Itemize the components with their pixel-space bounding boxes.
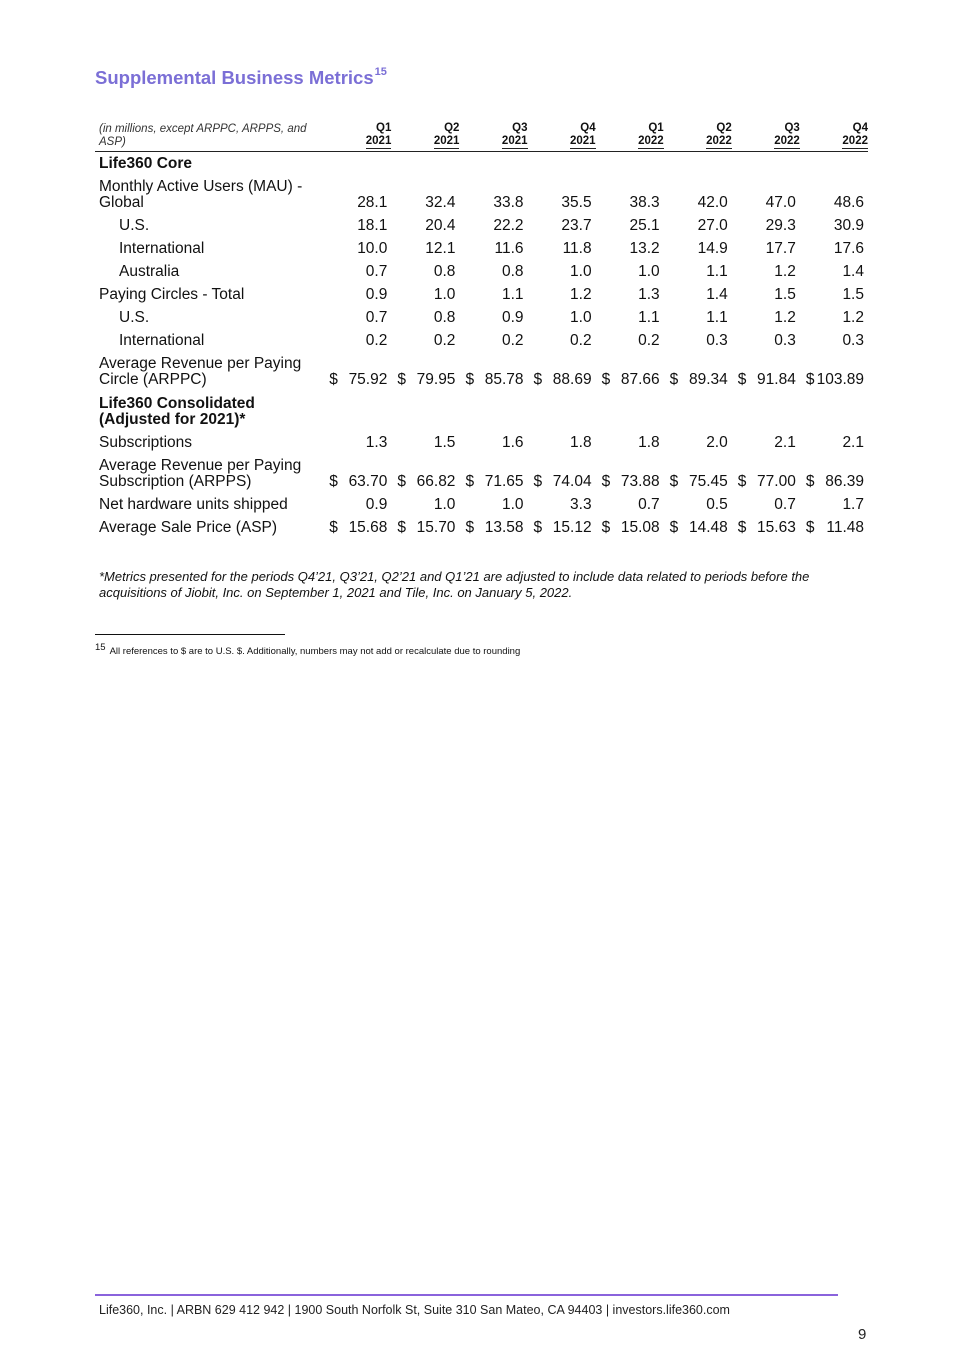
table-cell: 23.7 [561, 217, 592, 234]
table-cell: 1.3 [365, 433, 388, 451]
table-cell: 27.0 [697, 217, 728, 234]
table-cell: 11.6 [494, 240, 524, 257]
section-heading: Life360 Core [99, 155, 193, 172]
table-cell: $ 74.04 [533, 472, 592, 490]
table-cell: $ 15.08 [601, 518, 660, 536]
row-label: International [119, 332, 205, 349]
row-label: U.S. [119, 217, 150, 234]
table-row [95, 353, 868, 392]
section-row [95, 152, 868, 176]
table-row [95, 431, 868, 454]
table-cell: $ 86.39 [805, 472, 864, 490]
table-cell: $ 63.70 [329, 472, 388, 490]
table-cell: 1.6 [501, 433, 524, 451]
table-cell: 3.3 [570, 495, 592, 513]
table-cell: 1.3 [638, 286, 660, 303]
table-cell: 0.7 [774, 495, 796, 513]
table-cell: $ 85.78 [465, 371, 524, 388]
table-cell: 38.3 [629, 194, 660, 211]
row-label: Monthly Active Users (MAU) - Global [99, 178, 303, 211]
table-cell: $ 91.84 [737, 371, 796, 388]
table-cell: 1.2 [842, 309, 864, 326]
table-cell: $ 15.68 [329, 518, 388, 536]
table-row [95, 307, 868, 330]
table-cell: $ 13.58 [465, 518, 524, 536]
table-cell: 42.0 [697, 194, 728, 211]
footnote-text: All references to $ are to U.S. $. Additionally, numbers may not add or recalculate due to rounding [109, 646, 521, 657]
table-cell: 1.2 [774, 263, 796, 280]
table-cell: 17.6 [833, 240, 864, 257]
table-cell: 0.3 [774, 332, 796, 349]
table-cell: 11.8 [562, 240, 592, 257]
table-cell: 0.2 [365, 332, 388, 349]
table-cell: 2.1 [842, 433, 864, 451]
quarter-header: Q2 2021 [391, 120, 459, 152]
section-heading: Life360 Consolidated (Adjusted for 2021)* [99, 394, 255, 428]
table-cell: 0.7 [365, 309, 388, 326]
table-cell: 32.4 [425, 194, 456, 211]
table-row [95, 261, 868, 284]
table-cell: 0.8 [433, 263, 456, 280]
table-row [95, 330, 868, 353]
table-row [95, 238, 868, 261]
table-cell: 1.0 [501, 495, 524, 513]
table-row [95, 215, 868, 238]
metrics-table [95, 120, 868, 539]
table-cell: 0.7 [638, 495, 660, 513]
table-cell: $ 73.88 [601, 472, 660, 490]
table-row [95, 284, 868, 307]
table-cell: 1.2 [774, 309, 796, 326]
table-cell: 13.2 [629, 240, 660, 257]
table-cell: 1.7 [842, 495, 864, 513]
quarter-header: Q4 2022 [800, 120, 868, 152]
table-cell: 14.9 [697, 240, 728, 257]
table-cell: $ 15.12 [533, 518, 592, 536]
table-cell: 30.9 [833, 217, 864, 234]
table-cell: 1.1 [706, 309, 728, 326]
table-cell: $ 71.65 [465, 472, 524, 490]
row-label: Australia [119, 263, 180, 280]
table-cell: $ 77.00 [737, 472, 796, 490]
adjustment-note: *Metrics presented for the periods Q4’21, Q3’21, Q2’21 and Q1’21 are adjusted to include data related to periods before the acquisitions of Jiobit, Inc. on September 1, 2021 and Tile, Inc. on January 5, 2022. [99, 569, 810, 600]
table-cell: $ 75.92 [329, 371, 388, 388]
footer-divider [95, 1294, 838, 1296]
table-row [95, 516, 868, 539]
footnote-divider [95, 634, 285, 635]
table-cell: 0.8 [501, 263, 524, 280]
table-cell: 0.9 [365, 495, 388, 513]
table-header-row [95, 120, 868, 152]
table-cell: 1.8 [638, 433, 660, 451]
table-cell: 0.3 [842, 332, 864, 349]
table-cell: 18.1 [357, 217, 388, 234]
quarter-header: Q2 2022 [664, 120, 732, 152]
table-cell: 33.8 [493, 194, 524, 211]
table-cell: 10.0 [357, 240, 388, 257]
table-cell: 1.1 [638, 309, 660, 326]
table-cell: 1.0 [638, 263, 660, 280]
table-cell: 20.4 [425, 217, 456, 234]
table-cell: 48.6 [833, 194, 864, 211]
quarter-header: Q4 2021 [528, 120, 596, 152]
table-cell: 1.0 [433, 495, 456, 513]
table-cell: $ 75.45 [669, 472, 728, 490]
table-cell: 1.0 [570, 263, 592, 280]
table-cell: 1.1 [501, 286, 524, 303]
row-label: International [119, 240, 205, 257]
quarter-header: Q1 2022 [596, 120, 664, 152]
table-cell: 0.8 [433, 309, 456, 326]
table-cell: $ 15.70 [397, 518, 456, 536]
page-number: 9 [858, 1326, 867, 1343]
table-row [95, 176, 868, 215]
table-cell: 1.5 [842, 286, 864, 303]
section-row [95, 392, 868, 432]
table-cell: 0.2 [501, 332, 524, 349]
table-cell: 47.0 [765, 194, 796, 211]
table-cell: 17.7 [765, 240, 796, 257]
row-label: Subscriptions [99, 433, 193, 451]
row-label: Paying Circles - Total [99, 286, 245, 303]
table-cell: 0.3 [706, 332, 728, 349]
table-cell: 1.0 [433, 286, 456, 303]
table-cell: 0.2 [570, 332, 592, 349]
table-cell: $ 103.89 [805, 371, 864, 388]
table-cell: 1.2 [570, 286, 592, 303]
table-cell: 35.5 [561, 194, 592, 211]
table-cell: 2.1 [774, 433, 796, 451]
table-cell: 2.0 [706, 433, 728, 451]
table-cell: 12.1 [425, 240, 456, 257]
table-cell: 0.5 [706, 495, 728, 513]
table-cell: 0.2 [638, 332, 660, 349]
table-cell: $ 11.48 [805, 518, 864, 536]
table-cell: $ 66.82 [397, 472, 456, 490]
table-cell: $ 89.34 [669, 371, 728, 388]
row-label: Average Revenue per Paying Subscription (ARPPS) [99, 456, 302, 490]
table-row [95, 493, 868, 516]
table-cell: $ 14.48 [669, 518, 728, 536]
title-footnote-ref: 15 [374, 66, 387, 78]
table-cell: 1.5 [774, 286, 796, 303]
table-cell: 25.1 [629, 217, 660, 234]
table-cell: 0.9 [501, 309, 524, 326]
table-cell: $ 88.69 [533, 371, 592, 388]
quarter-header: Q3 2021 [459, 120, 527, 152]
table-cell: $ 87.66 [601, 371, 660, 388]
table-cell: 22.2 [493, 217, 524, 234]
footnote [95, 642, 520, 657]
footnote-number: 15 [95, 642, 106, 653]
row-label: Average Revenue per Paying Circle (ARPPC) [99, 355, 302, 388]
unit-label: (in millions, except ARPPC, ARPPS, and ASP) [95, 120, 323, 152]
table-cell: 0.2 [433, 332, 456, 349]
table-cell: 0.9 [365, 286, 388, 303]
table-row [95, 454, 868, 493]
table-cell: 1.1 [706, 263, 728, 280]
table-cell: 1.8 [570, 433, 592, 451]
row-label: U.S. [119, 309, 150, 326]
table-cell: 1.4 [842, 263, 864, 280]
table-cell: 29.3 [765, 217, 796, 234]
table-cell: 28.1 [357, 194, 388, 211]
table-cell: 0.7 [365, 263, 388, 280]
page-title: Supplemental Business Metrics$^{15}$ [95, 66, 387, 88]
table-cell: 1.5 [433, 433, 456, 451]
row-label: Average Sale Price (ASP) [99, 518, 278, 536]
table-cell: $ 79.95 [397, 371, 456, 388]
page-footer: Life360, Inc. | ARBN 629 412 942 | 1900 South Norfolk St, Suite 310 San Mateo, CA 94403 | investors.life360.com [99, 1303, 730, 1317]
quarter-header: Q3 2022 [732, 120, 800, 152]
table-cell: 1.0 [570, 309, 592, 326]
row-label: Net hardware units shipped [99, 495, 288, 513]
quarter-header: Q1 2021 [323, 120, 391, 152]
table-cell: 1.4 [706, 286, 728, 303]
table-cell: $ 15.63 [737, 518, 796, 536]
